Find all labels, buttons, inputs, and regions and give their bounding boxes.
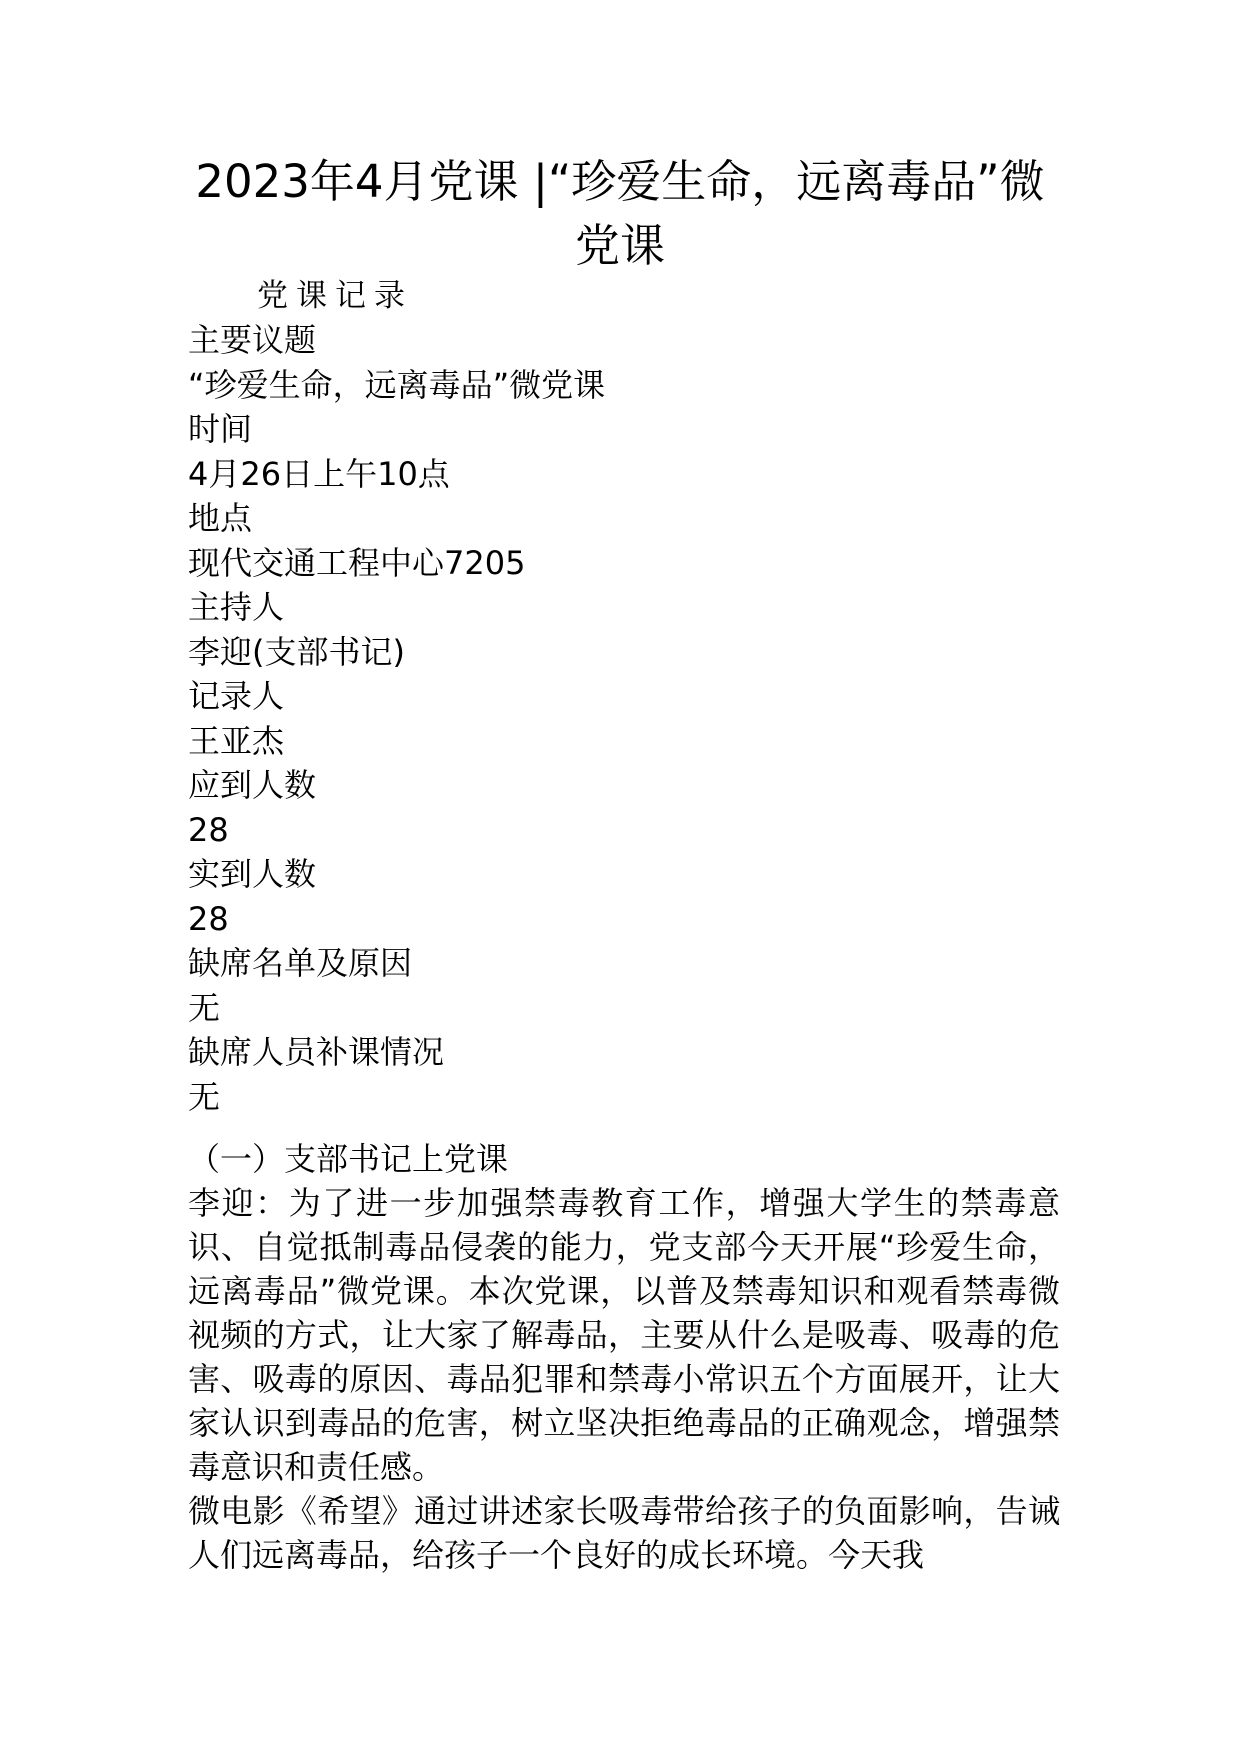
- field-value-expected-count: 28: [188, 810, 229, 849]
- body-text: [188, 1137, 1060, 1577]
- paragraph: 微电影《希望》通过讲述家长吸毒带给孩子的负面影响，告诫人们远离毒品，给孩子一个良好的成长环境。今天我: [188, 1492, 1060, 1574]
- field-label-location: 地点: [188, 499, 253, 537]
- field-value-recorder: 王亚杰: [188, 721, 285, 760]
- field-label-host: 主持人: [188, 588, 285, 626]
- field-value-host: 李迎(支部书记): [188, 632, 405, 671]
- field-label-expected-count: 应到人数: [188, 766, 317, 804]
- field-label-makeup: 缺席人员补课情况: [188, 1033, 445, 1071]
- field-label-actual-count: 实到人数: [188, 855, 317, 893]
- field-value-makeup: 无: [188, 1077, 221, 1116]
- paragraph: 李迎：为了进一步加强禁毒教育工作，增强大学生的禁毒意识、自觉抵制毒品侵袭的能力，党支部今天开展“珍爱生命，远离毒品”微党课。本次党课，以普及禁毒知识和观看禁毒微视频的方式，让大家了解毒品，主要从什么是吸毒、吸毒的危害、吸毒的原因、毒品犯罪和禁毒小常识五个方面展开，让大家认识到毒品的危害，树立坚决拒绝毒品的正确观念，增强禁毒意识和责任感。: [188, 1184, 1060, 1486]
- field-label-absentees: 缺席名单及原因: [188, 944, 413, 982]
- field-label-recorder: 记录人: [188, 677, 285, 715]
- field-value-absentees: 无: [188, 988, 221, 1027]
- field-value-topic: “珍爱生命，远离毒品”微党课: [188, 365, 606, 404]
- record-heading: 党课记录: [257, 278, 413, 314]
- field-value-actual-count: 28: [188, 899, 229, 938]
- document-title: 2023年4月党课 |“珍爱生命，远离毒品”微党课: [195, 155, 1045, 272]
- field-value-time: 4月26日上午10点: [188, 454, 450, 493]
- record-fields: [188, 318, 1068, 1119]
- field-value-location: 现代交通工程中心7205: [188, 543, 526, 582]
- field-label-time: 时间: [188, 410, 253, 448]
- section-heading: （一）支部书记上党课: [188, 1140, 509, 1178]
- field-label-topic: 主要议题: [188, 321, 317, 359]
